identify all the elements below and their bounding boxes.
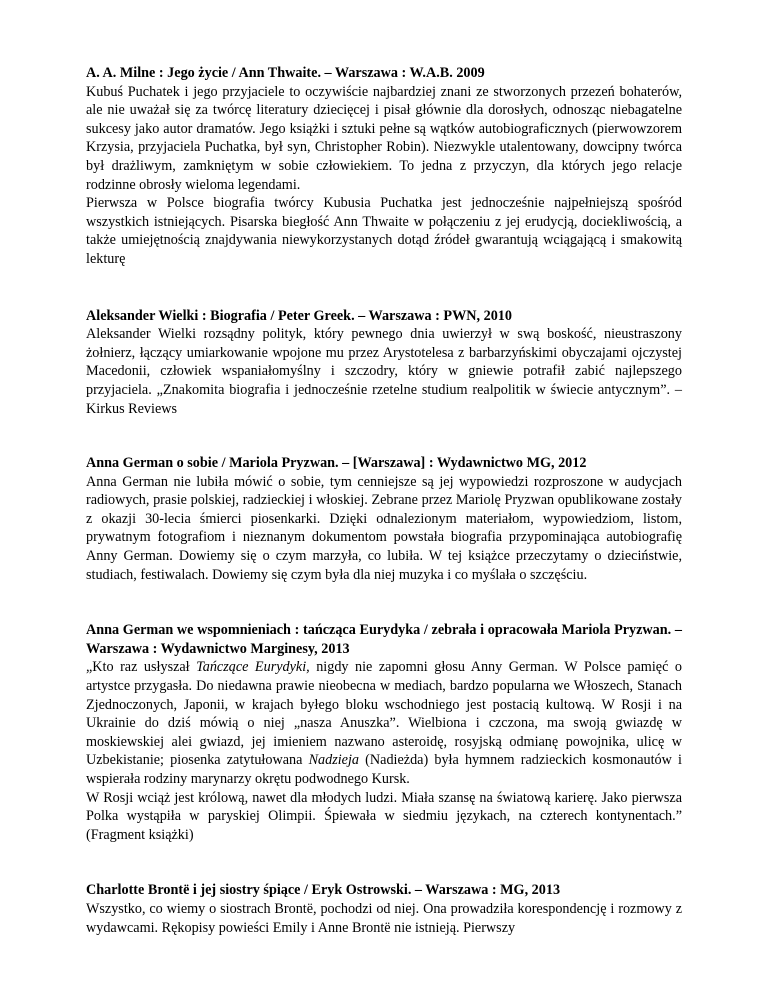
book-description [86,658,682,788]
book-title: Anna German we wspomnieniach : tańcząca Eurydyka / zebrała i opracowała Mariola Pryzwan. – Warszawa : Wydawnictwo Marginesy, 2013 [86,622,682,657]
italic-title: Tańczące Eurydyki, [196,659,310,676]
text-span: nigdy nie zapomni głosu Anny German. W Polsce pamięć o artystce przygasła. Do niedawna prawie nieobecna w mediach, bardzo popularna we Włoszech, Stanach Zjednoczonych, Japonii, w krajach byłego bloku wschodniego jest postacią kultową. W Rosji i na Ukrainie do dziś mówią o niej „nasza Anuszka”. Wielbiona i czczona, ma swoją gwiazdę w moskiewskiej alei gwiazd, jej imieniem nazwano asteroidę, rosyjską odmianę powojnika, ulicę w Uzbekistanie; piosenka zatytułowana [86,659,682,769]
book-title: Anna German o sobie / Mariola Pryzwan. – [Warszawa] : Wydawnictwo MG, 2012 [86,455,587,472]
book-entry [86,307,682,419]
document-page [86,64,682,937]
italic-title: Nadzieja [308,752,360,769]
book-description: W Rosji wciąż jest królową, nawet dla młodych ludzi. Miała szansę na światową karierę. Jako pierwsza Polka wystąpiła w paryskiej Olimpii. Śpiewała w siedmiu językach, na czterech kontynentach.” (Fragment książki) [86,789,682,843]
book-title: Charlotte Brontë i jej siostry śpiące / Eryk Ostrowski. – Warszawa : MG, 2013 [86,882,561,899]
text-span: „Kto raz usłyszał [86,659,197,676]
book-description: Anna German nie lubiła mówić o sobie, tym cenniejsze są jej wypowiedzi rozproszone w audycjach radiowych, prasie polskiej, radzieckiej i włoskiej. Zebrane przez Mariolę Pryzwan opublikowane zostały z okazji 30-lecia śmierci piosenkarki. Dzięki odnalezionym materiałom, wypowiedziom, listom, prywatnym fotografiom i nieznanym dokumentom powstała biografia przypominająca autobiografię Anny German. Dowiemy się o czym marzyła, co lubiła. W tej książce przeczytamy o dzieciństwie, studiach, festiwalach. Dowiemy się czym była dla niej muzyka i co myślała o szczęściu. [86,473,682,583]
text-span: (Nadieżda) była hymnem radzieckich kosmonautów i wspierała rodziny marynarzy okrętu podwodnego Kursk. [86,752,682,787]
book-title: Aleksander Wielki : Biografia / Peter Greek. – Warszawa : PWN, 2010 [86,307,512,324]
book-entry [86,881,682,937]
book-entry [86,64,682,269]
book-description: Aleksander Wielki rozsądny polityk, który pewnego dnia uwierzył w swą boskość, nieustraszony żołnierz, łączący umiarkowanie wpojone mu przez Arystotelesa z barbarzyńskimi obyczajami ojczystej Macedonii, człowiek wspaniałomyślny i szczodry, który w gniewie potrafił zabić najlepszego przyjaciela. „Znakomita biografia i jednocześnie rzetelne studium realpolitik w świecie antycznym”. – Kirkus Reviews [86,326,682,417]
book-entry [86,454,682,584]
book-description: Kubuś Puchatek i jego przyjaciele to oczywiście najbardziej znani ze stworzonych przezeń bohaterów, ale nie uważał się za twórcę literatury dziecięcej i pisał głównie dla dorosłych, odnosząc niebagatelne sukcesy jako autor dramatów. Jego książki i sztuki pełne są wątków autobiograficznych (pierwowzorem Krzysia, przyjaciela Puchatka, był syn, Christopher Robin). Niezwykle utalentowany, dowcipny twórca był drażliwym, zamkniętym w sobie człowiekiem. To jedna z przyczyn, dla których jego relacje rodzinne obrosły wieloma legendami. [86,83,682,193]
book-description: Pierwsza w Polsce biografia twórcy Kubusia Puchatka jest jednocześnie najpełniejszą spośród wszystkich istniejących. Pisarska biegłość Ann Thwaite w połączeniu z jej erudycją, dociekliwością, a także umiejętnością znajdywania niewykorzystanych dotąd źródeł gwarantują wciągającą i smakowitą lekturę [86,195,682,267]
book-description: Wszystko, co wiemy o siostrach Brontë, pochodzi od niej. Ona prowadziła korespondencję i rozmowy z wydawcami. Rękopisy powieści Emily i Anne Brontë nie istnieją. Pierwszy [86,900,682,936]
book-entry [86,621,682,844]
book-title: A. A. Milne : Jego życie / Ann Thwaite. – Warszawa : W.A.B. 2009 [86,65,485,81]
